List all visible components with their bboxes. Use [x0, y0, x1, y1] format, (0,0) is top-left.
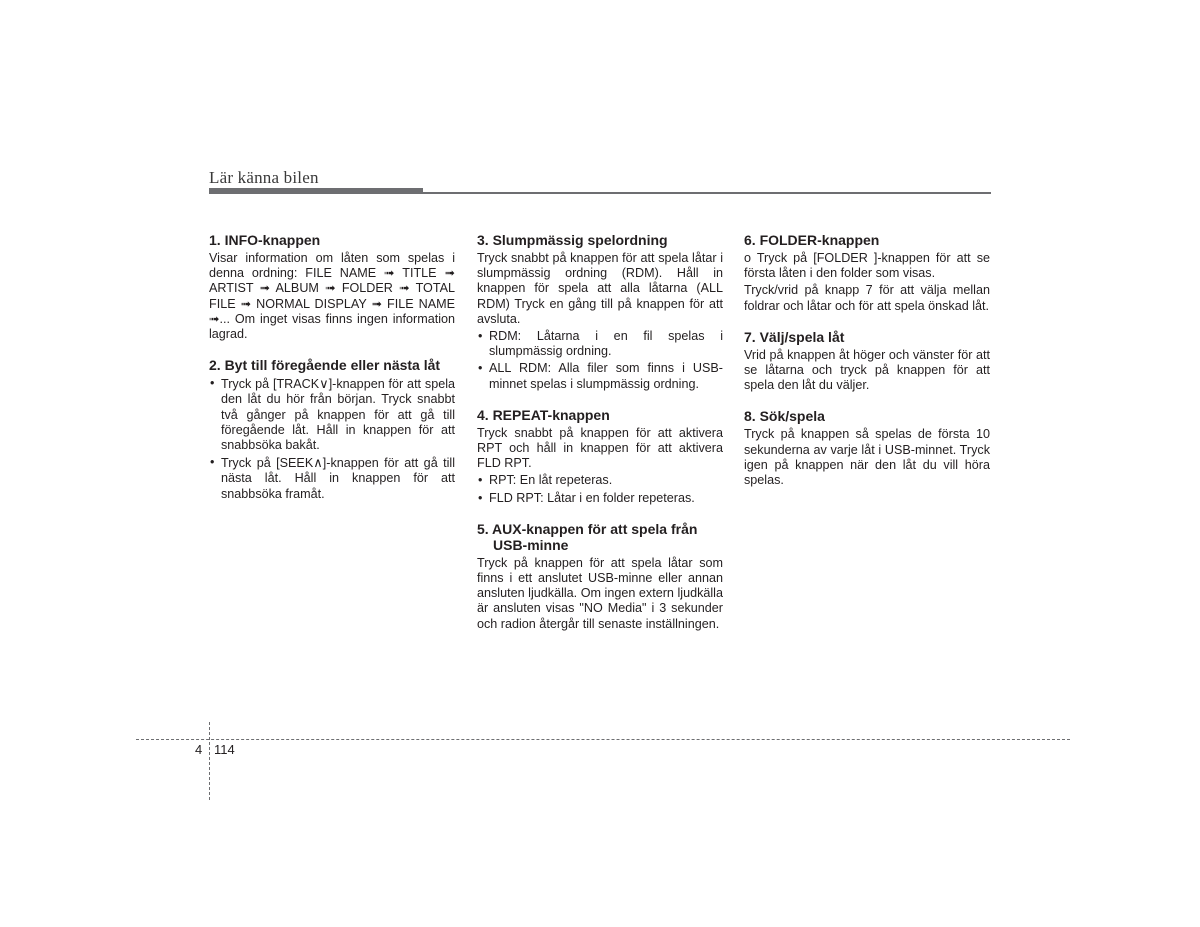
bullet-list	[209, 376, 455, 502]
section-select-play	[744, 329, 990, 394]
section-heading: 7. Välj/spela låt	[744, 328, 845, 345]
bullet-item	[477, 329, 723, 359]
column-middle	[477, 232, 723, 647]
header-rule-thick	[209, 188, 423, 194]
footer-dashed-divider	[209, 722, 210, 800]
bullet-text-pre: Tryck på [TRACK	[221, 377, 320, 392]
footer-dashed-rule	[136, 739, 1070, 740]
bullet-text: RPT: En låt repeteras.	[489, 473, 613, 488]
section-text: Tryck snabbt på knappen för att aktivera RPT och håll in knappen för att aktivera FLD RPT.	[477, 425, 723, 471]
section-text: Tryck/vrid på knapp 7 för att välja mellan foldrar och låtar och för att spela önskad låt.	[744, 283, 990, 313]
bullet-icon: •	[210, 455, 215, 470]
section-text: Tryck på knappen så spelas de första 10 sekunderna av varje låt i USB-minnet. Tryck igen på knappen när den låt du vill höra spelas.	[744, 427, 990, 488]
bullet-list	[477, 329, 723, 392]
page-header-title: Lär känna bilen	[209, 168, 319, 187]
section-repeat-button	[477, 407, 723, 506]
bullet-text-post: ]-knappen för att gå till nästa låt. Håll in knappen för att snabbsöka framåt.	[221, 456, 455, 501]
column-right	[744, 232, 990, 503]
bullet-text: ALL RDM: Alla filer som finns i USB-minnet spelas i slumpmässig ordning.	[489, 361, 723, 391]
section-text: o Tryck på [FOLDER ]-knappen för att se första låten i den folder som visas.	[744, 251, 990, 281]
bullet-icon: •	[478, 361, 483, 376]
section-heading: 5. AUX-knappen för att spela från USB-minne	[477, 520, 698, 553]
bullet-item	[209, 376, 455, 453]
chevron-up-icon: ∧	[313, 455, 323, 471]
bullet-item	[477, 361, 723, 391]
section-search-play	[744, 408, 990, 488]
section-text: Tryck snabbt på knappen för att spela låtar i slumpmässig ordning (RDM). Håll in knappen för spela att alla låtarna (ALL RDM) Tryck en gång till på knappen för att avsluta.	[477, 251, 723, 326]
bullet-text-post: ]-knappen för att spela den låt du hör från början. Tryck snabbt två gånger på knappen för att gå till föregående låt. Håll in knappen för att snabbsöka bakåt.	[221, 377, 455, 453]
bullet-icon: •	[478, 329, 483, 344]
section-heading: 1. INFO-knappen	[209, 232, 321, 248]
section-text: Visar information om låten som spelas i denna ordning: FILE NAME ➟ TITLE ➟ ARTIST ➟ ALBUM ➟ FOLDER ➟ TOTAL FILE ➟ NORMAL DISPLAY ➟ FILE NAME ➟... Om inget visas finns ingen information lagrad.	[209, 251, 455, 342]
section-heading: 6. FOLDER-knappen	[744, 232, 880, 248]
bullet-item	[209, 455, 455, 502]
section-info-button	[209, 232, 455, 342]
bullet-text: RDM: Låtarna i en fil spelas i slumpmässig ordning.	[489, 329, 723, 359]
page-number: 114	[214, 742, 235, 757]
chapter-number: 4	[195, 742, 203, 757]
header-rule-thin	[423, 192, 991, 194]
bullet-icon: •	[478, 473, 483, 488]
chevron-down-icon: ∨	[319, 376, 329, 392]
section-folder-button	[744, 232, 990, 314]
section-heading: 2. Byt till föregående eller nästa låt	[209, 357, 441, 374]
bullet-icon: •	[210, 376, 215, 391]
section-heading: 3. Slumpmässig spelordning	[477, 232, 668, 248]
section-text: Tryck på knappen för att spela låtar som finns i ett anslutet USB-minne eller annan ansluten ljudkälla. Om ingen extern ljudkälla är ansluten visas "NO Media" i 3 sekunder och radion återgår till senaste inställningen.	[477, 555, 723, 631]
section-text: Vrid på knappen åt höger och vänster för att se låtarna och tryck på knappen för att spela den låt du väljer.	[744, 347, 990, 393]
section-random-play	[477, 232, 723, 392]
column-left	[209, 232, 455, 517]
section-heading: 4. REPEAT-knappen	[477, 406, 610, 423]
bullet-item	[477, 473, 723, 488]
bullet-text-pre: Tryck på [SEEK	[221, 456, 314, 471]
bullet-icon: •	[478, 490, 483, 505]
bullet-item	[477, 491, 723, 506]
section-heading: 8. Sök/spela	[744, 408, 825, 425]
bullet-list	[477, 473, 723, 505]
bullet-text: FLD RPT: Låtar i en folder repeteras.	[489, 490, 695, 505]
section-track-change	[209, 357, 455, 502]
section-aux-button	[477, 521, 723, 632]
